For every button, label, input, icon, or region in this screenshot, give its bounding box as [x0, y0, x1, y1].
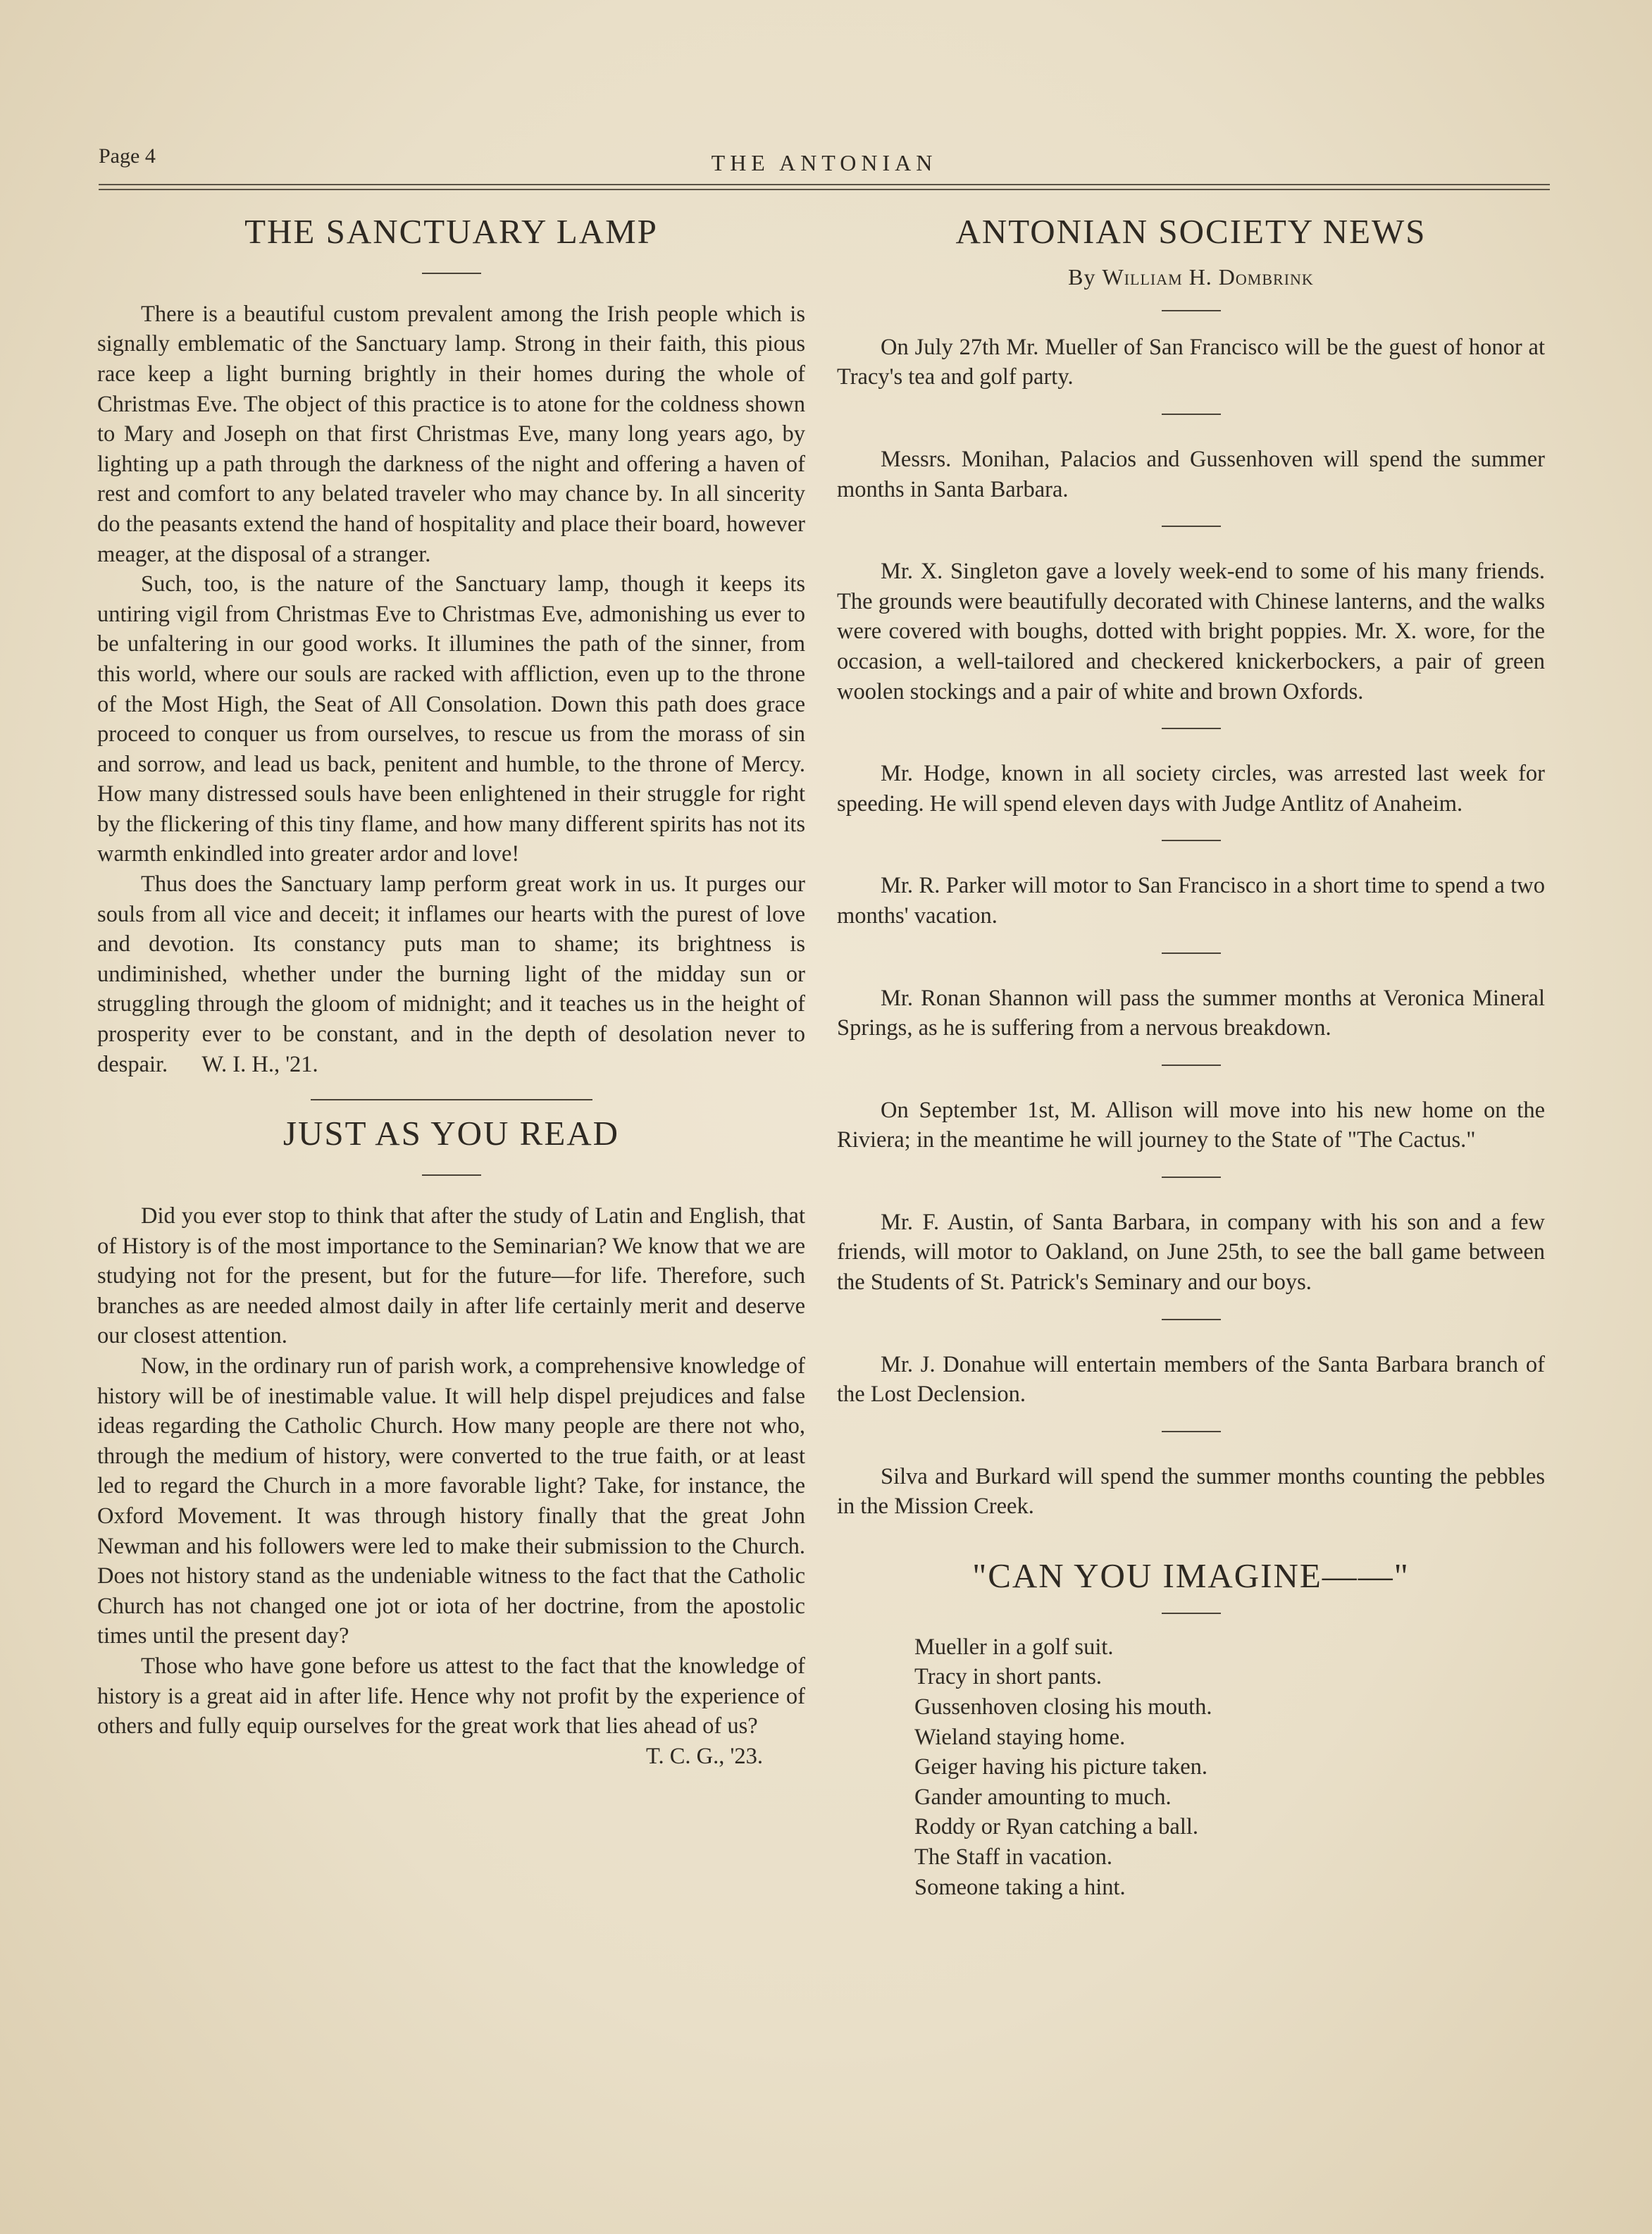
news-item	[837, 871, 1545, 931]
news-item	[837, 1462, 1545, 1522]
right-column	[837, 211, 1545, 1902]
article-body	[97, 299, 812, 1079]
item-divider	[1162, 952, 1221, 954]
title-rule	[1162, 1613, 1221, 1614]
article-title: "CAN YOU IMAGINE——"	[972, 1556, 1410, 1596]
news-item	[837, 557, 1545, 707]
news-item-text: Mr. F. Austin, of Santa Barbara, in company with his son and a few friends, will motor to Oakland, on June 25th, to see the ball game between the Students of St. Patrick's Seminary and our boys.	[837, 1209, 1545, 1296]
article-signature: T. C. G., '23.	[646, 1743, 763, 1769]
title-rule	[1162, 310, 1221, 311]
article-body	[97, 1201, 805, 1742]
news-item-text: On July 27th Mr. Mueller of San Francisco will be the guest of honor at Tracy's tea and golf party.	[837, 334, 1545, 390]
news-item-text: Mr. Ronan Shannon will pass the summer months at Veronica Mineral Springs, as he is suffering from a nervous breakdown.	[837, 985, 1545, 1041]
article-just-as-you-read	[97, 1113, 805, 1771]
paragraph: Now, in the ordinary run of parish work, a comprehensive knowledge of history will be of inestimable value. It will help dispel prejudices and false ideas regarding the Catholic Church. How many people are there not who, through the medium of history, were converted to the true faith, or at least led to regard the Church in a more favorable light? Take, for instance, the Oxford Movement. It was through history finally that the great John Newman and his followers were led to make their submission to the Church. Does not history stand as the undeniable witness to the fact that the Catholic Church has not changed one jot or iota of her doctrine, from the apostolic times until the present day?	[97, 1353, 805, 1649]
title-rule	[422, 1174, 481, 1176]
news-item-text: Silva and Burkard will spend the summer months counting the pebbles in the Mission Creek.	[837, 1463, 1545, 1520]
news-item-text: Messrs. Monihan, Palacios and Gussenhoven will spend the summer months in Santa Barbara.	[837, 446, 1545, 502]
section-divider	[311, 1099, 592, 1100]
news-item-text: Mr. R. Parker will motor to San Francisco in a short time to spend a two months' vacation.	[837, 873, 1545, 929]
item-divider	[1162, 414, 1221, 415]
article-title: JUST AS YOU READ	[282, 1114, 620, 1153]
article-society-news	[837, 211, 1545, 1522]
paragraph: Such, too, is the nature of the Sanctuary lamp, though it keeps its untiring vigil from Christmas Eve to Christmas Eve, admonishing us ever to be unfaltering in our good works. It illumines the path of the sinner, from this world, where our souls are racked with affliction, even up to the throne of the Most High, the Seat of All Consolation. Down this path does grace proceed to conquer us from ourselves, to rescue us from the morass of sin and sorrow, and lead us back, penitent and humble, to the throne of Mercy. How many distressed souls have been enlightened in their struggle for right by the flickering of this tiny flame, and how many different spirits has not its warmth enkindled into greater ardor and love!	[97, 571, 805, 867]
left-column	[97, 211, 812, 1771]
paragraph: Those who have gone before us attest to the fact that the knowledge of history is a great aid in after life. Hence why not profit by the experience of others and fully equip ourselves for the great work that lies ahead of us?	[97, 1653, 805, 1739]
byline-prefix: By	[1068, 263, 1096, 290]
news-item	[837, 445, 1545, 504]
article-can-you-imagine	[837, 1556, 1545, 1902]
list-item: Tracy in short pants.	[914, 1664, 1103, 1690]
list-item: Gussenhoven closing his mouth.	[914, 1694, 1212, 1720]
imagine-list	[914, 1632, 1545, 1902]
news-item-text: Mr. J. Donahue will entertain members of the Santa Barbara branch of the Lost Declension.	[837, 1351, 1545, 1408]
item-divider	[1162, 1177, 1221, 1178]
list-item: Someone taking a hint.	[914, 1874, 1126, 1900]
page-number: Page 4	[99, 144, 156, 168]
list-item: The Staff in vacation.	[914, 1844, 1112, 1870]
header-double-rule	[99, 184, 1550, 190]
list-item: Roddy or Ryan catching a ball.	[914, 1814, 1199, 1840]
title-rule	[422, 273, 481, 274]
news-item	[837, 1350, 1545, 1410]
news-item	[837, 983, 1545, 1043]
item-divider	[1162, 840, 1221, 841]
article-title: ANTONIAN SOCIETY NEWS	[955, 212, 1427, 251]
news-item	[837, 1096, 1545, 1155]
news-item-text: On September 1st, M. Allison will move into his new home on the Riviera; in the meantime he will journey to the State of "The Cactus."	[837, 1097, 1545, 1153]
news-item	[837, 1208, 1545, 1298]
paragraph: Did you ever stop to think that after the study of Latin and English, that of History is of the most importance to the Seminarian? We know that we are studying not for the present, but for the future—for life. Therefore, such branches as are needed almost daily in after life certainly merit and deserve our closest attention.	[97, 1203, 805, 1349]
byline	[837, 264, 1545, 290]
page-header	[99, 144, 1550, 194]
paragraph: Thus does the Sanctuary lamp perform great work in us. It purges our souls from all vice and deceit; it inflames our hearts with the purest of love and devotion. Its constancy puts man to shame; its brightness is undiminished, whether under the burning light of the midday sun or struggling through the gloom of midnight; and it teaches us in the height of prosperity ever to be constant, and in the depth of desolation never to despair. W. I. H., '21.	[97, 871, 812, 1077]
list-item: Wieland staying home.	[914, 1724, 1126, 1750]
article-title: THE SANCTUARY LAMP	[244, 212, 658, 251]
item-divider	[1162, 1431, 1221, 1432]
item-divider	[1162, 728, 1221, 729]
news-item	[837, 333, 1545, 392]
paragraph: There is a beautiful custom prevalent among the Irish people which is signally emblematic of the Sanctuary lamp. Strong in their faith, this pious race keep a light burning brightly in their homes during the whole of Christmas Eve. The object of this practice is to atone for the coldness shown to Mary and Joseph on that first Christmas Eve, many long years ago, by lighting up a path through the darkness of the night and offering a haven of rest and comfort to any belated traveler who may chance by. In all sincerity do the peasants extend the hand of hospitality and place their board, however meager, at the disposal of a stranger.	[97, 301, 805, 567]
item-divider	[1162, 1319, 1221, 1320]
article-sanctuary-lamp	[97, 211, 812, 1079]
news-item-text: Mr. X. Singleton gave a lovely week-end to some of his many friends. The grounds were beautifully decorated with Chinese lanterns, and the walks were covered with boughs, dotted with bright poppies. Mr. X. wore, for the occasion, a well-tailored and checkered knickerbockers, a pair of green woolen stockings and a pair of white and brown Oxfords.	[837, 559, 1545, 705]
item-divider	[1162, 526, 1221, 527]
publication-title: THE ANTONIAN	[711, 150, 938, 175]
news-item-text: Mr. Hodge, known in all society circles, was arrested last week for speeding. He will spend eleven days with Judge Antlitz of Anaheim.	[837, 761, 1545, 817]
byline-author: William H. Dombrink	[1102, 263, 1314, 290]
list-item: Gander amounting to much.	[914, 1784, 1172, 1810]
news-item	[837, 759, 1545, 819]
list-item: Geiger having his picture taken.	[914, 1754, 1208, 1780]
list-item: Mueller in a golf suit.	[914, 1634, 1114, 1660]
item-divider	[1162, 1065, 1221, 1066]
